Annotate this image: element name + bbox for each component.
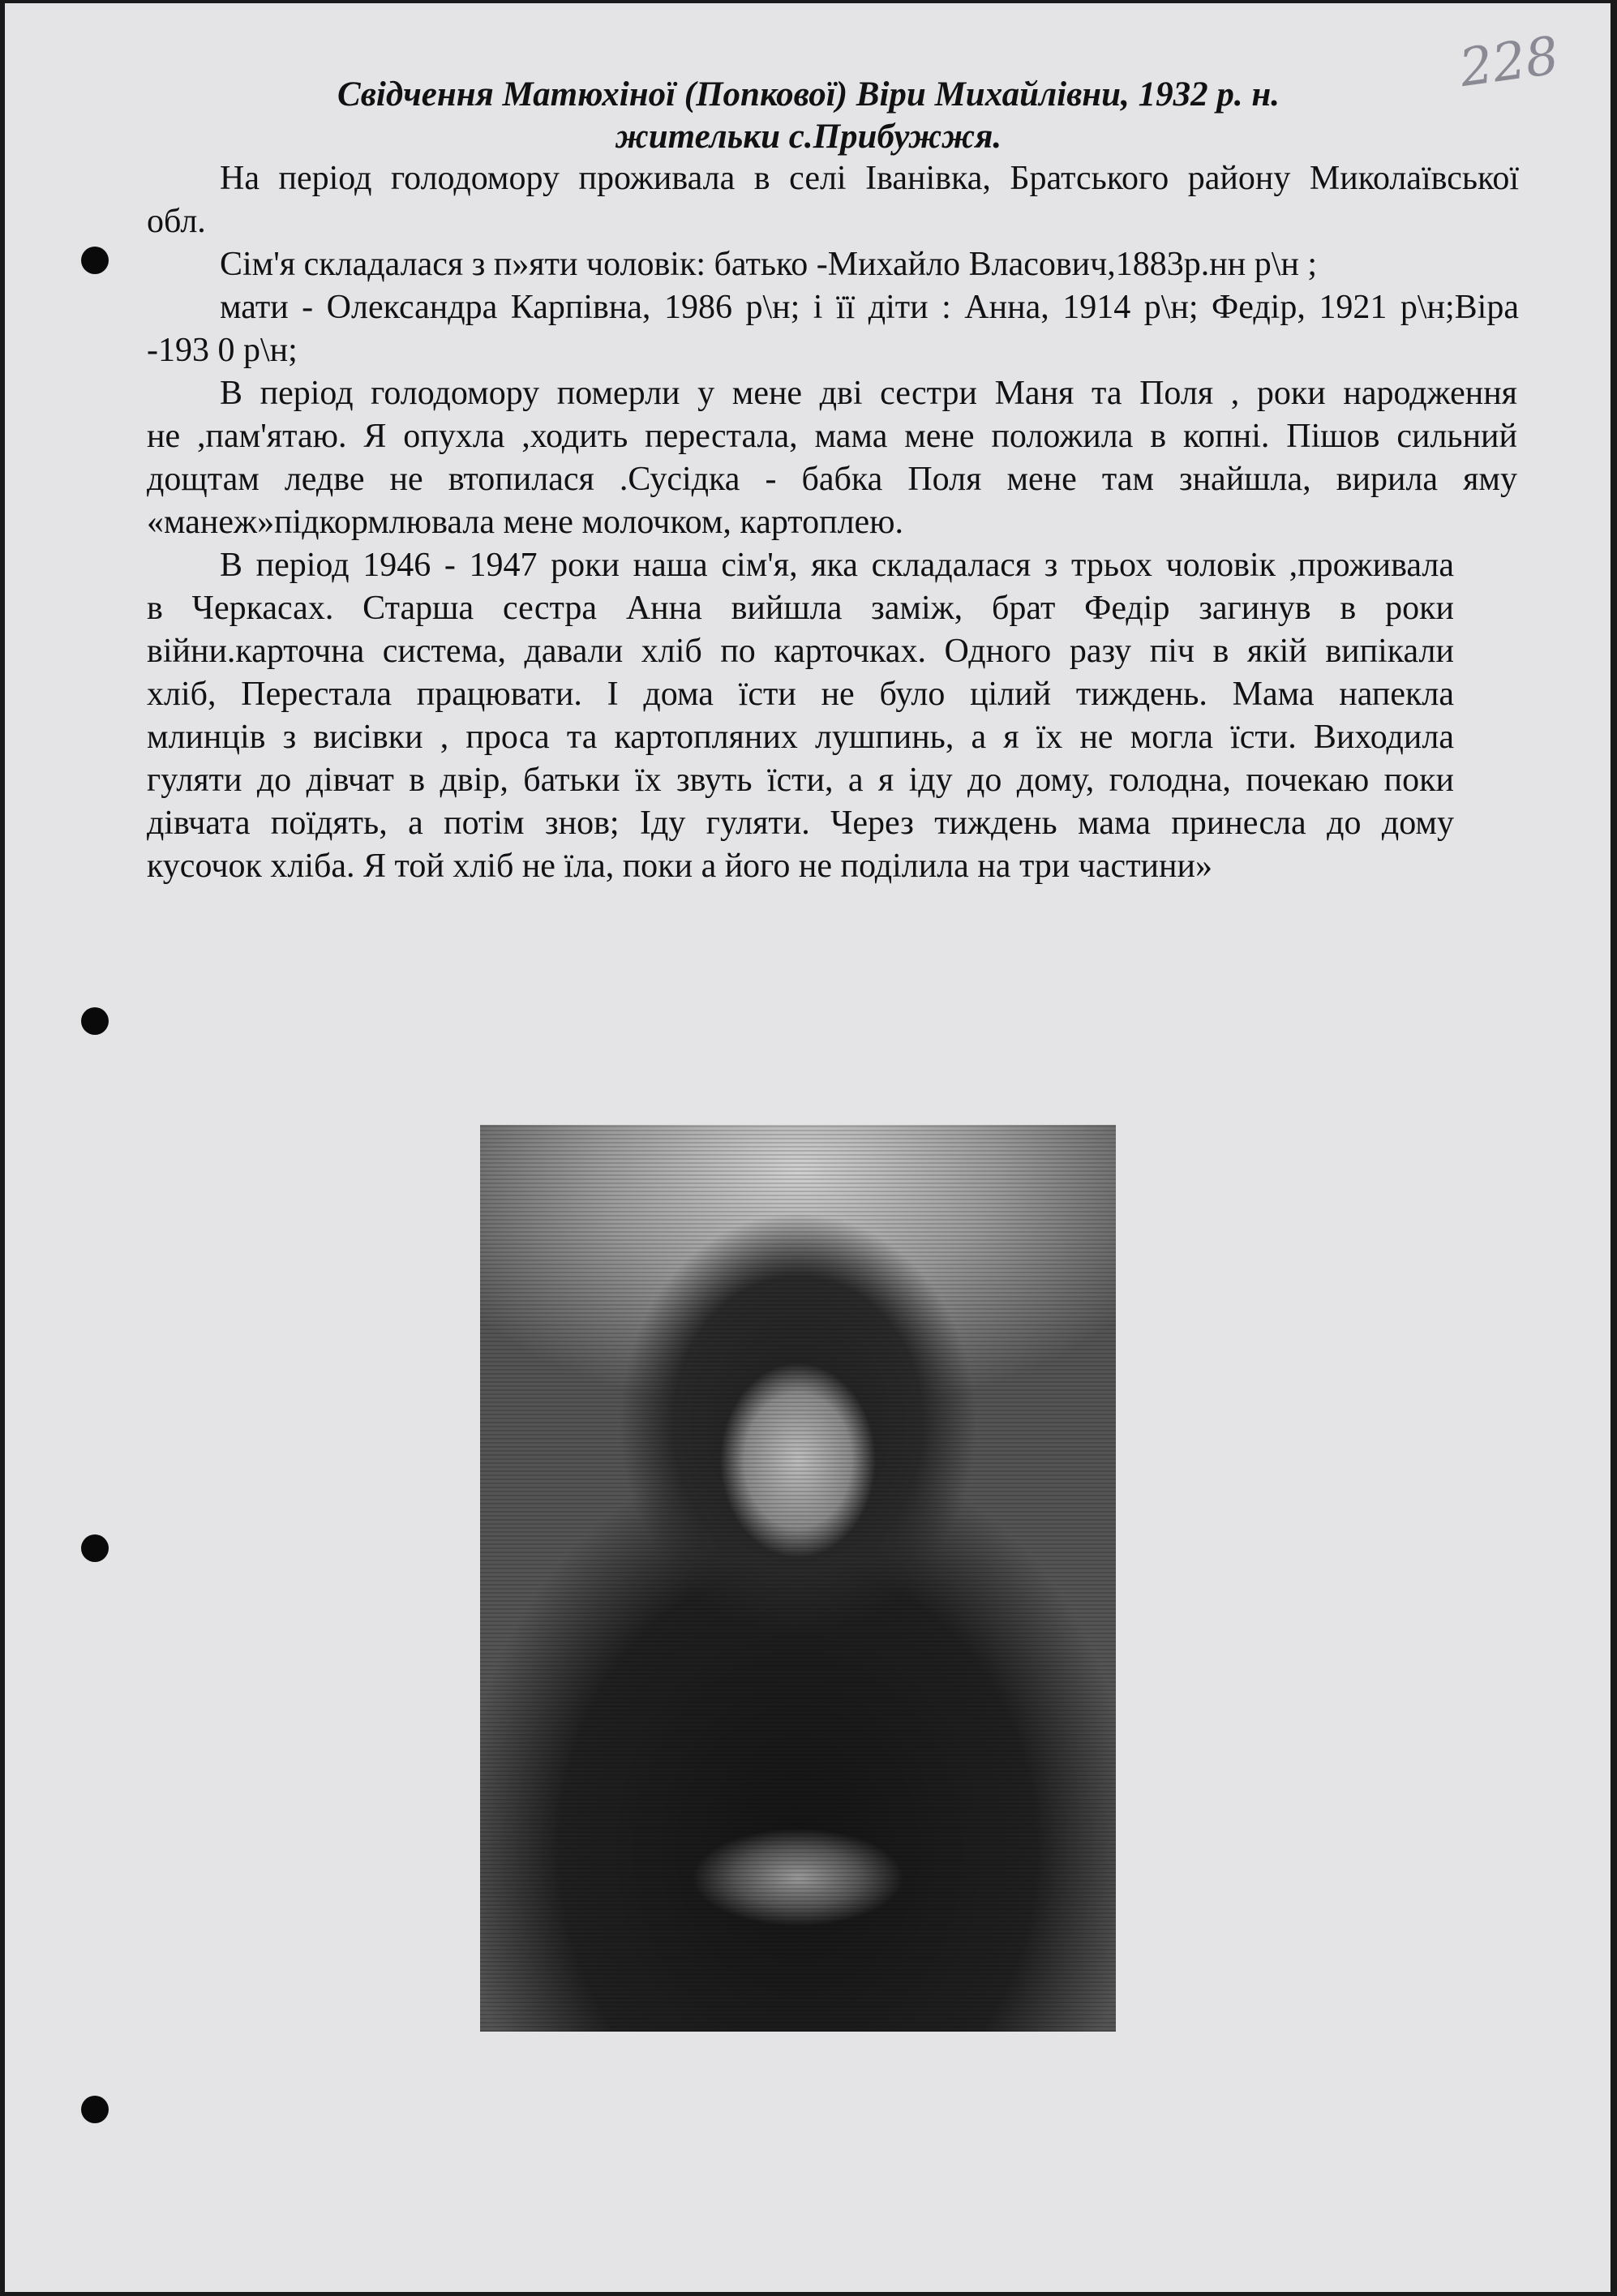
body-line: хліб, Перестала працювати. І дома їсти не було цілий тиждень. Мама напекла xyxy=(147,676,1454,713)
body-line: гуляти до дівчат в двір, батьки їх звуть їсти, а я іду до дому, голодна, почекаю поки xyxy=(147,762,1454,799)
portrait-photo xyxy=(480,1125,1116,2032)
document-subtitle: жительки с.Прибужжя. xyxy=(615,118,1002,156)
body-line: -193 0 р\н; xyxy=(147,332,298,369)
body-line: Сім'я складалася з п»яти чоловік: батько -Михайло Власович,1883р.нн р\н ; xyxy=(220,246,1318,283)
body-line: дощтам ледве не втопилася .Сусідка - бабка Поля мене там знайшла, вирила яму xyxy=(147,461,1517,498)
body-line: кусочок хліба. Я той хліб не їла, поки а його не поділила на три частини» xyxy=(147,848,1212,885)
body-line: В період 1946 - 1947 роки наша сім'я, яка складалася з трьох чоловік ,проживала xyxy=(220,547,1454,584)
body-line: війни.карточна система, давали хліб по карточках. Одного разу піч в якій випікали xyxy=(147,633,1454,670)
punch-hole xyxy=(81,1007,109,1035)
body-line: в Черкасах. Старша сестра Анна вийшла заміж, брат Федір загинув в роки xyxy=(147,590,1454,627)
punch-hole xyxy=(81,1534,109,1562)
body-line: В період голодомору померли у мене дві сестри Маня та Поля , роки народження xyxy=(220,375,1517,412)
body-line: дівчата поїдять, а потім знов; Іду гуляти. Через тиждень мама принесла до дому xyxy=(147,805,1454,842)
punch-hole xyxy=(81,247,109,274)
punch-hole xyxy=(81,2096,109,2123)
body-line: «манеж»підкормлювала мене молочком, картоплею. xyxy=(147,504,904,541)
handwritten-page-number: 228 xyxy=(1456,25,1563,100)
body-line: не ,пам'ятаю. Я опухла ,ходить перестала, мама мене положила в копні. Пішов сильний xyxy=(147,418,1517,455)
document-title: Свідчення Матюхіної (Попкової) Віри Михайлівни, 1932 р. н. xyxy=(337,75,1280,114)
body-line: мати - Олександра Карпівна, 1986 р\н; і її діти : Анна, 1914 р\н; Федір, 1921 р\н;Віра xyxy=(220,289,1519,326)
body-line: обл. xyxy=(147,203,206,240)
body-line: На період голодомору проживала в селі Іванівка, Братського району Миколаївської xyxy=(220,160,1519,197)
body-line: млинців з висівки , проса та картопляних лушпинь, а я їх не могла їсти. Виходила xyxy=(147,719,1454,756)
